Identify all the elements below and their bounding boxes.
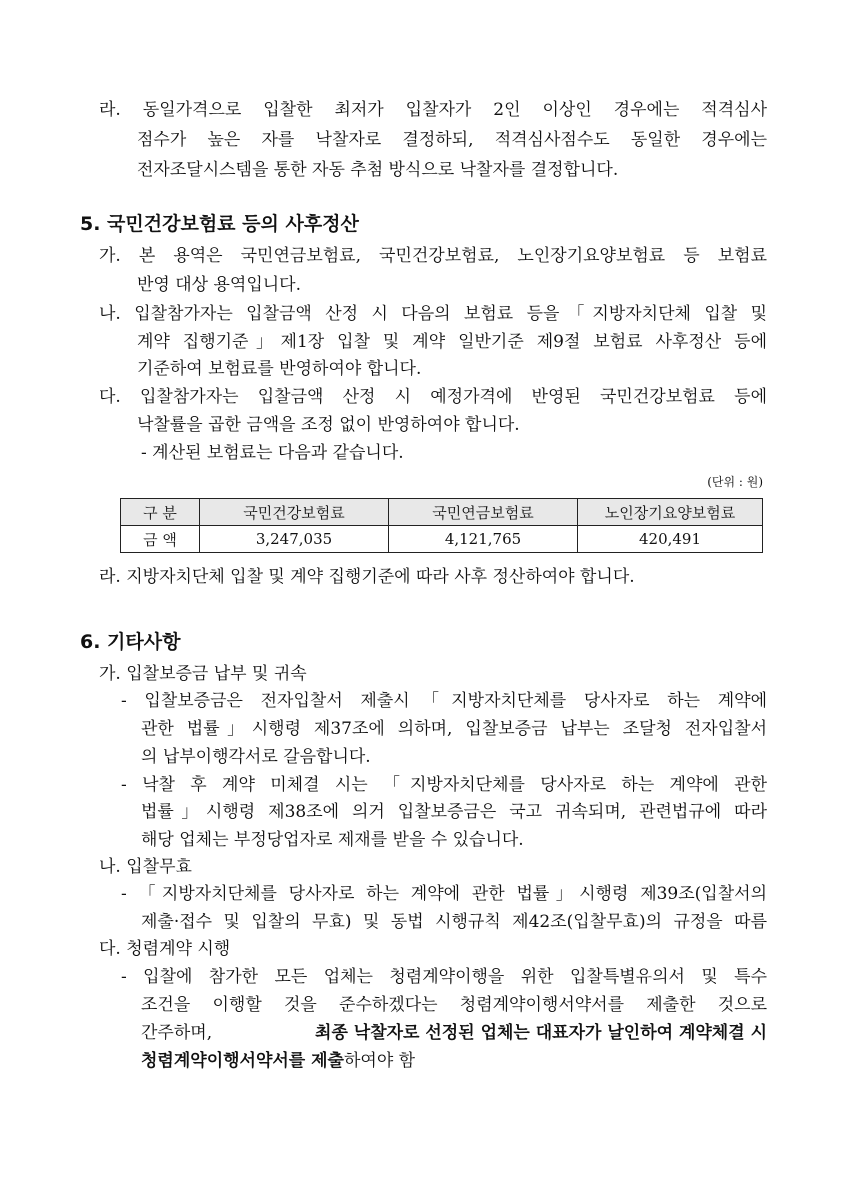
plain-text: 하여야 함: [343, 1051, 416, 1071]
section5-na-line1: 나. 입찰참가자는 입찰금액 산정 시 다음의 보험료 등을「지방자치단체 입찰 및: [99, 304, 767, 324]
section5-da-line3: - 계산된 보험료는 다음과 같습니다.: [141, 443, 404, 463]
section6-da-bullet1-line4: [141, 1049, 415, 1073]
section4-ra-line2: 점수가 높은 자를 낙찰자로 결정하되, 적격심사점수도 동일한 경우에는: [137, 130, 767, 150]
section6-ga-bullet2-line1: - 낙찰 후 계약 미체결 시는 「지방자치단체를 당사자로 하는 계약에 관한: [121, 775, 767, 795]
table-row: [121, 526, 763, 553]
section6-ga-bullet2-line2: 법률」시행령 제38조에 의거 입찰보증금은 국고 귀속되며, 관련법규에 따라: [141, 802, 767, 822]
section4-ra-line1: 라. 동일가격으로 입찰한 최저가 입찰자가 2인 이상인 경우에는 적격심사: [99, 100, 767, 120]
table-header-cell: 노인장기요양보험료: [578, 499, 763, 526]
section6-ga-bullet1-line1: - 입찰보증금은 전자입찰서 제출시「지방자치단체를 당사자로 하는 계약에: [121, 691, 767, 711]
section5-da-line2: 낙찰률을 곱한 금액을 조정 없이 반영하여야 합니다.: [137, 415, 520, 435]
plain-text: 간주하며,: [141, 1023, 213, 1043]
section6-ga-bullet1-line2: 관한 법률」시행령 제37조에 의하며, 입찰보증금 납부는 조달청 전자입찰서: [141, 719, 767, 739]
section6-ga: 가. 입찰보증금 납부 및 귀속: [99, 664, 307, 684]
section5-ra-line: 라. 지방자치단체 입찰 및 계약 집행기준에 따라 사후 정산하여야 합니다.: [99, 567, 635, 587]
table-header-cell: 구 분: [121, 499, 200, 526]
section5-da-line1: 다. 입찰참가자는 입찰금액 산정 시 예정가격에 반영된 국민건강보험료 등에: [99, 387, 767, 407]
section4-ra-line3: 전자조달시스템을 통한 자동 추첨 방식으로 낙찰자를 결정합니다.: [137, 160, 619, 180]
table-cell: 3,247,035: [200, 526, 389, 553]
table-header-cell: 국민연금보험료: [389, 499, 578, 526]
section6-na-bullet1-line1: - 「지방자치단체를 당사자로 하는 계약에 관한 법률」시행령 제39조(입찰서의: [121, 884, 767, 904]
table-header-cell: 국민건강보험료: [200, 499, 389, 526]
section6-da-bullet1-line2: 조건을 이행할 것을 준수하겠다는 청렴계약이행서약서를 제출한 것으로: [141, 995, 767, 1015]
section6-na-bullet1-line2: 제출·접수 및 입찰의 무효) 및 동법 시행규칙 제42조(입찰무효)의 규정을 따름: [141, 912, 767, 932]
section6-da-bullet1-line1: - 입찰에 참가한 모든 업체는 청렴계약이행을 위한 입찰특별유의서 및 특수: [121, 967, 767, 987]
section5-na-line3: 기준하여 보험료를 반영하여야 합니다.: [137, 359, 422, 379]
section5-title: 5. 국민건강보험료 등의 사후정산: [80, 213, 359, 235]
bold-text: 청렴계약이행서약서를 제출: [141, 1051, 344, 1071]
section5-na-line2: 계약 집행기준」제1장 입찰 및 계약 일반기준 제9절 보험료 사후정산 등에: [137, 332, 767, 352]
section6-na: 나. 입찰무효: [99, 857, 192, 877]
table-cell: 금 액: [121, 526, 200, 553]
bold-text: 최종 낙찰자로 선정된 업체는 대표자가 날인하여 계약체결 시: [315, 1023, 767, 1043]
insurance-table: [120, 498, 763, 553]
table-cell: 4,121,765: [389, 526, 578, 553]
section6-da-bullet1-line3: [141, 1021, 767, 1045]
table-cell: 420,491: [578, 526, 763, 553]
section5-ga-line1: 가. 본 용역은 국민연금보험료, 국민건강보험료, 노인장기요양보험료 등 보험료: [99, 246, 767, 266]
section5-ga-line2: 반영 대상 용역입니다.: [137, 275, 302, 295]
section6-ga-bullet2-line3: 해당 업체는 부정당업자로 제재를 받을 수 있습니다.: [141, 830, 524, 850]
section6-ga-bullet1-line3: 의 납부이행각서로 갈음합니다.: [141, 747, 371, 767]
section6-title: 6. 기타사항: [80, 631, 181, 653]
table-header-row: [121, 499, 763, 526]
section6-da: 다. 청렴계약 시행: [99, 939, 231, 959]
unit-label: (단위 : 원): [707, 475, 763, 489]
